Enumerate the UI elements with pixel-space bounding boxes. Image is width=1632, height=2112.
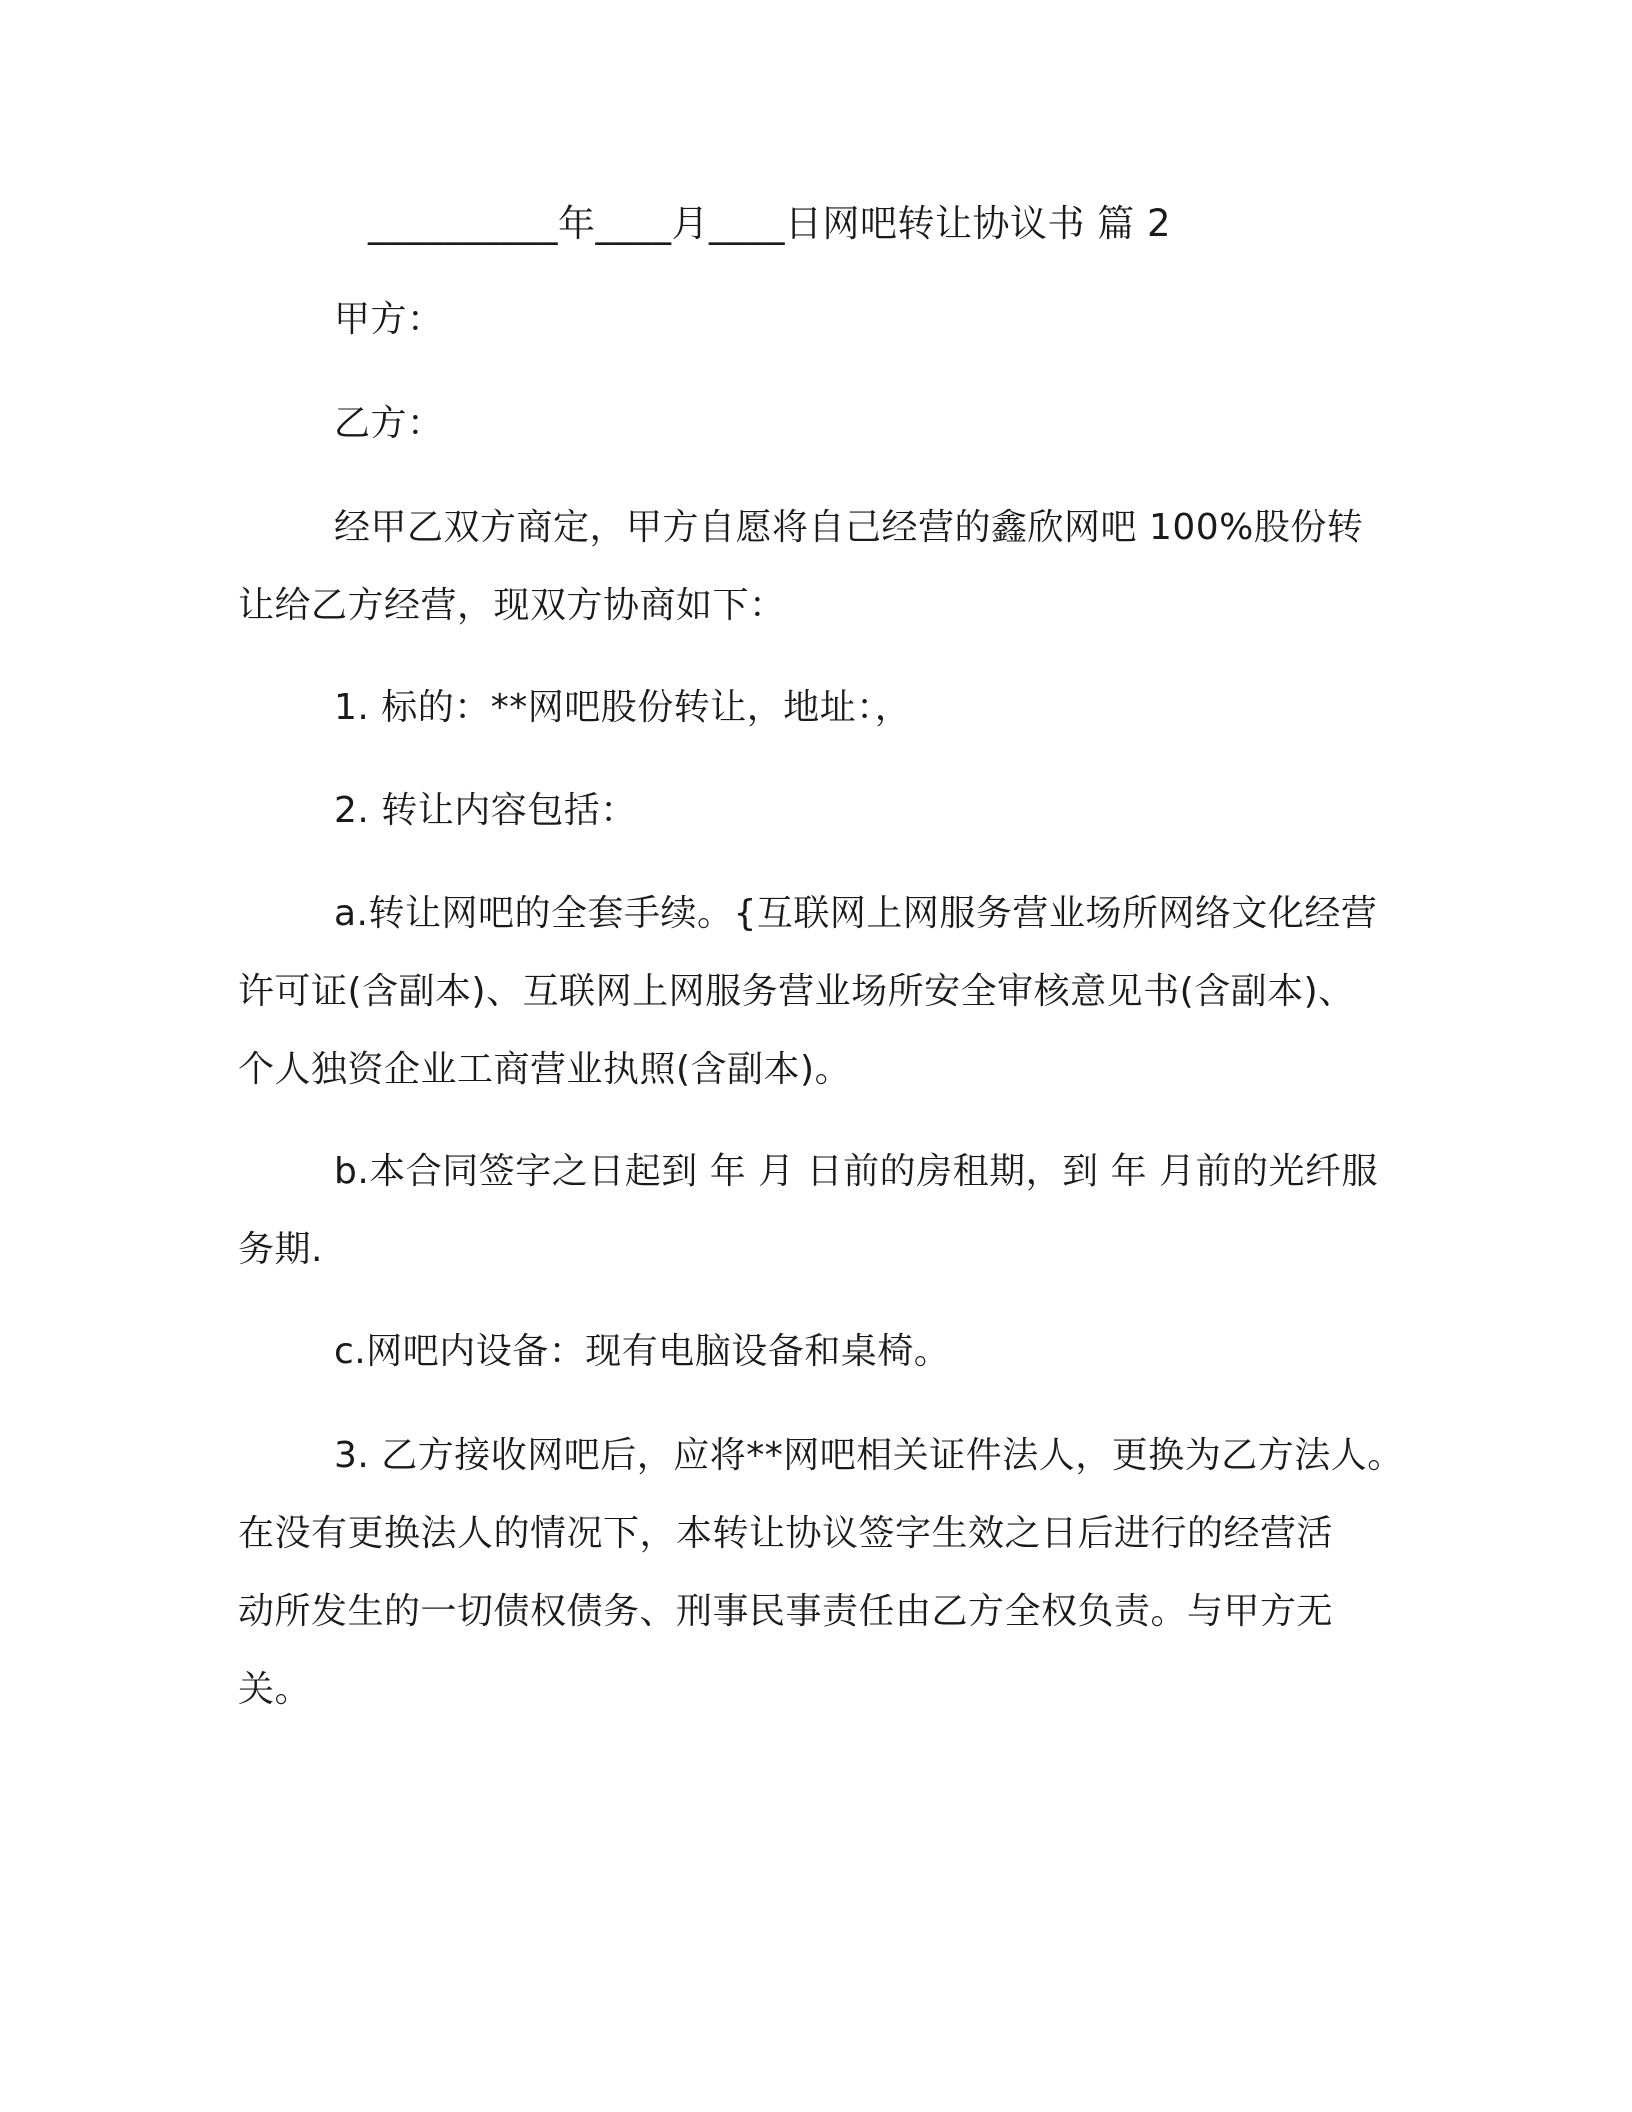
clause-b-line: 务期. — [238, 1229, 323, 1270]
clause-b — [238, 1146, 1408, 1276]
clause-3 — [238, 1430, 1408, 1716]
intro-paragraph — [238, 502, 1408, 632]
clause-3-line: 3. 乙方接收网吧后，应将**网吧相关证件法人，更换为乙方法人。 — [334, 1435, 1404, 1476]
clause-b-line: b.本合同签字之日起到 年 月 日前的房租期，到 年 月前的光纤服 — [334, 1151, 1379, 1192]
party-a-label: 甲方： — [334, 299, 444, 340]
intro-line: 经甲乙双方商定，甲方自愿将自己经营的鑫欣网吧 100%股份转 — [334, 507, 1364, 548]
clause-c: c.网吧内设备：现有电脑设备和桌椅。 — [334, 1331, 951, 1372]
clause-2: 2. 转让内容包括： — [334, 790, 637, 831]
clause-a-line: a.转让网吧的全套手续。{互联网上网服务营业场所网络文化经营 — [334, 893, 1378, 934]
clause-a-line: 个人独资企业工商营业执照(含副本)。 — [238, 1049, 852, 1090]
intro-line: 让给乙方经营，现双方协商如下： — [238, 585, 786, 626]
clause-1: 1. 标的：**网吧股份转让，地址：， — [334, 687, 912, 728]
clause-3-line: 在没有更换法人的情况下，本转让协议签字生效之日后进行的经营活 — [238, 1513, 1334, 1554]
clause-a — [238, 888, 1408, 1096]
document-title: __________年____月____日网吧转让协议书 篇 2 — [368, 202, 1172, 245]
clause-3-line: 动所发生的一切债权债务、刑事民事责任由乙方全权负责。与甲方无 — [238, 1591, 1334, 1632]
clause-a-line: 许可证(含副本)、互联网上网服务营业场所安全审核意见书(含副本)、 — [238, 971, 1355, 1012]
party-b-label: 乙方： — [334, 403, 444, 444]
clause-3-line: 关。 — [238, 1669, 312, 1710]
